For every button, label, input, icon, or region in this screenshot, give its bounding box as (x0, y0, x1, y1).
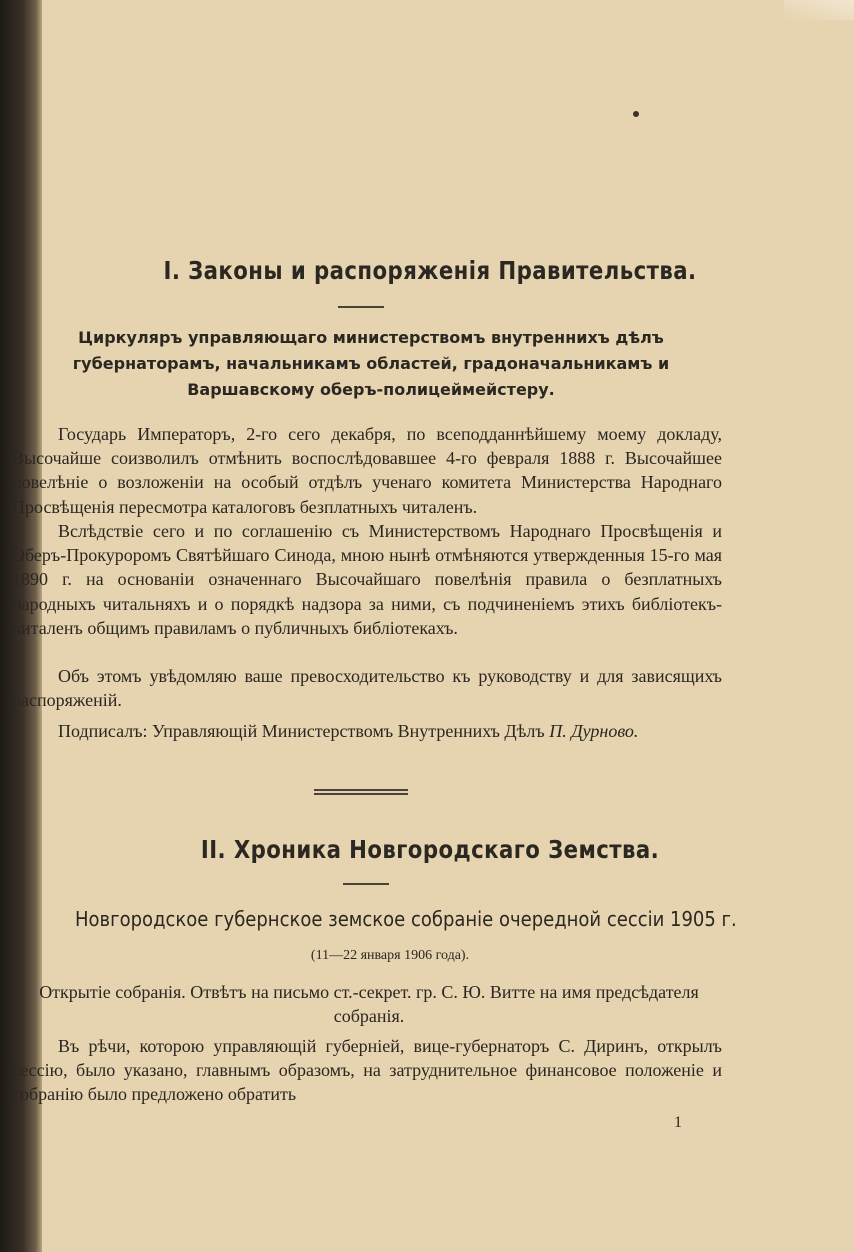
section-2-title: II. Хроника Новгородскаго Земства. (200, 835, 660, 864)
title-rule-2 (343, 883, 389, 885)
section-1-title: I. Законы и распоряженія Правительства. (163, 256, 697, 285)
section-divider (314, 789, 408, 795)
circular-heading: Циркуляръ управляющаго министерствомъ внутреннихъ дѣлъ губернаторамъ, начальникамъ областей, градоначальникамъ и Варшавскому оберъ-полицеймейстеру. (72, 328, 670, 399)
signature-line (12, 719, 722, 743)
session-dates: (11—22 января 1906 года). (310, 948, 470, 963)
signature-prefix: Подписалъ: Управляющій Министерствомъ Внутреннихъ Дѣлъ (58, 721, 545, 741)
signature-name: П. Дурново. (549, 721, 639, 741)
opening-heading: Открытіе собранія. Отвѣтъ на письмо ст.-секрет. гр. С. Ю. Витте на имя предсѣдателя собранія. (39, 982, 699, 1026)
paragraph-4: Въ рѣчи, которою управляющій губерніей, вице-губернаторъ С. Диринъ, открылъ сессію, было указано, главнымъ образомъ, на затруднительное финансовое положеніе и собранію было предложено обратить (12, 1036, 722, 1105)
paragraph-3: Объ этомъ увѣдомляю ваше превосходительство къ руководству и для зависящихъ распоряженій. (12, 666, 722, 711)
assembly-heading: Новгородское губернское земское собраніе очередной сессіи 1905 г. (75, 907, 737, 931)
paragraph-1: Государь Императоръ, 2-го сего декабря, по всеподданнѣйшему моему докладу, Высочайше соизволилъ отмѣнить воспослѣдовавшее 4-го февраля 1888 г. Высочайшее повелѣніе о возложеніи на особый отдѣлъ ученаго комитета Министерства Народнаго Просвѣщенія пересмотра каталоговъ безплатныхъ читаленъ. (12, 424, 722, 517)
title-rule (338, 306, 384, 308)
page-number: 1 (674, 1114, 682, 1131)
paragraph-2: Вслѣдствіе сего и по соглашенію съ Министерствомъ Народнаго Просвѣщенія и Оберъ-Прокуроромъ Святѣйшаго Синода, мною нынѣ отмѣняются утвержденныя 15-го мая 1890 г. на основаніи означеннаго Высочайшаго повелѣнія правила о безплатныхъ народныхъ читальняхъ и о порядкѣ надзора за ними, съ подчиненіемъ этихъ библіотекъ-читаленъ общимъ правиламъ о публичныхъ библіотекахъ. (12, 521, 722, 638)
